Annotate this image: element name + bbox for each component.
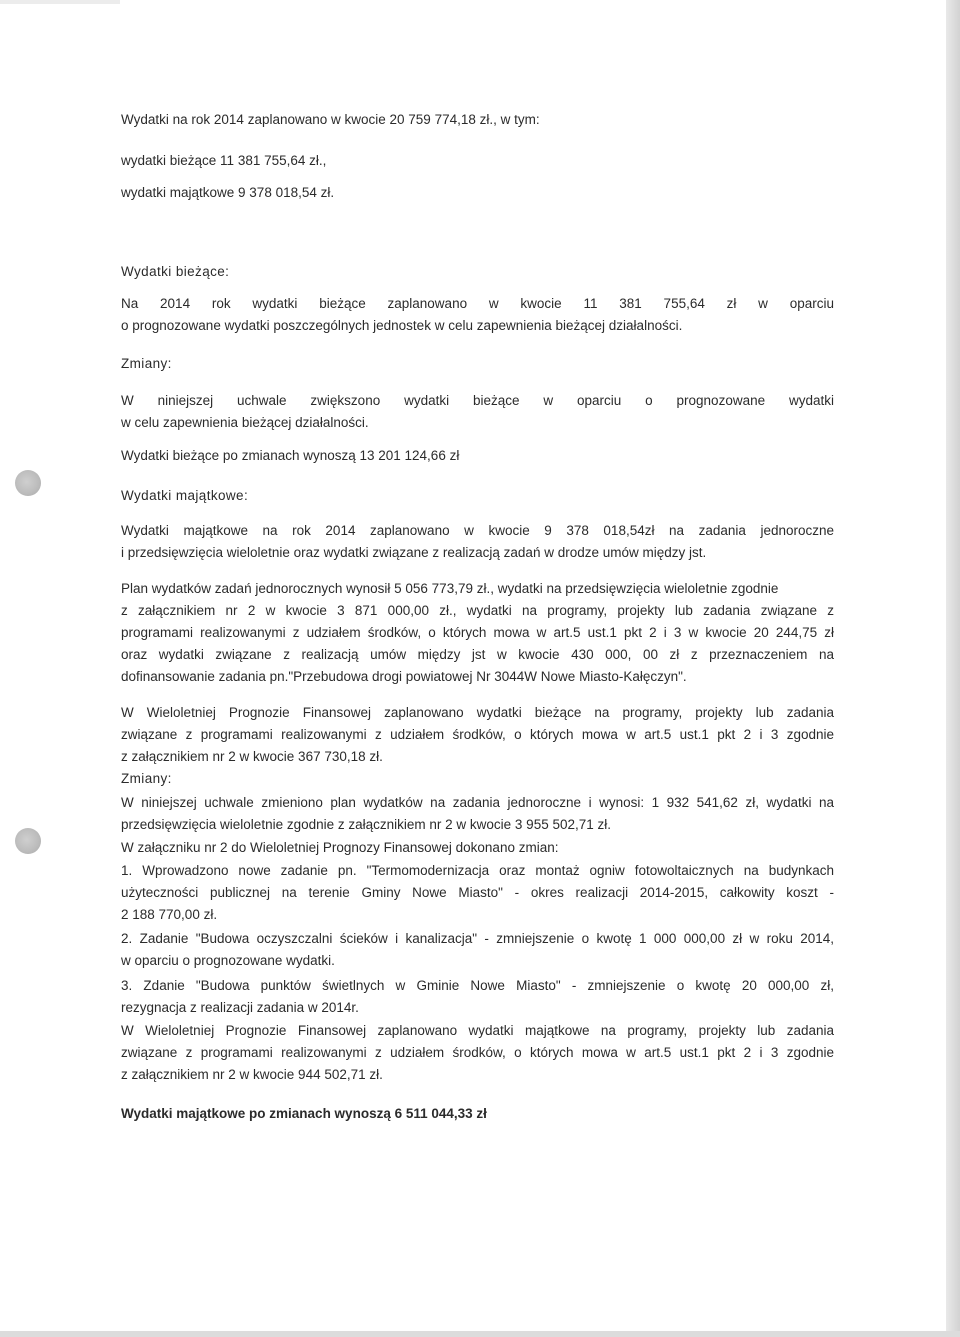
property-change-line: W niniejszej uchwale zmieniono plan wydatków na zadania jednoroczne i wynosi: 1 932 541,62 zł, wydatki na bbox=[121, 795, 834, 810]
property-change-line: W załączniku nr 2 do Wieloletniej Prognozy Finansowej dokonano zmian: bbox=[121, 840, 559, 855]
current-after-changes: Wydatki bieżące po zmianach wynoszą 13 201 124,66 zł bbox=[121, 448, 460, 463]
summary-property: wydatki majątkowe 9 378 018,54 zł. bbox=[121, 185, 335, 200]
current-heading: Wydatki bieżące: bbox=[121, 264, 230, 279]
wpf-current-line: związane z programami realizowanymi z udziałem środków, o których mowa w art.5 ust.1 pkt 2 i 3 zgodnie bbox=[121, 727, 834, 742]
change-item-line: 2 188 770,00 zł. bbox=[121, 907, 218, 922]
current-change-line: W niniejszej uchwale zwiększono wydatki bieżące w oparciu o prognozowane wydatki bbox=[121, 393, 834, 408]
scan-edge-top bbox=[0, 0, 120, 4]
current-change-line: w celu zapewnienia bieżącej działalności. bbox=[121, 415, 369, 430]
change-item-line: 1. Wprowadzono nowe zadanie pn. "Termomodernizacja oraz montaż ogniw fotowoltaicznych na budynkach bbox=[121, 863, 834, 878]
property-plan-detail-line: programami realizowanymi z udziałem środków, o których mowa w art.5 ust.1 pkt 2 i 3 w kwocie 20 244,75 zł bbox=[121, 625, 834, 640]
change-item-line: rezygnacja z realizacji zadania w 2014r. bbox=[121, 1000, 359, 1015]
scan-edge-bottom bbox=[0, 1331, 960, 1337]
current-changes-heading: Zmiany: bbox=[121, 356, 172, 371]
wpf-property-line: związane z programami realizowanymi z udziałem środków, o których mowa w art.5 ust.1 pkt 2 i 3 zgodnie bbox=[121, 1045, 834, 1060]
wpf-current-line: z załącznikiem nr 2 w kwocie 367 730,18 zł. bbox=[121, 749, 383, 764]
property-plan-detail-line: oraz wydatki związane z realizacją umów między jst w kwocie 430 000, 00 zł z przeznaczeniem na bbox=[121, 647, 834, 662]
property-plan-detail-line: dofinansowanie zadania pn."Przebudowa drogi powiatowej Nr 3044W Nowe Miasto-Kałęczyn". bbox=[121, 669, 687, 684]
property-heading: Wydatki majątkowe: bbox=[121, 488, 249, 503]
wpf-current-line: W Wieloletniej Prognozie Finansowej zaplanowano wydatki bieżące na programy, projekty lub zadania bbox=[121, 705, 834, 720]
change-item-line: 2. Zadanie "Budowa oczyszczalni ścieków i kanalizacja" - zmniejszenie o kwotę 1 000 000,00 zł w roku 2014, bbox=[121, 931, 834, 946]
change-item-line: 3. Zdanie "Budowa punktów świetlnych w Gminie Nowe Miasto" - zmniejszenie o kwotę 20 000,00 zł, bbox=[121, 978, 834, 993]
summary-total: Wydatki na rok 2014 zaplanowano w kwocie 20 759 774,18 zł., w tym: bbox=[121, 112, 540, 127]
scan-edge-right bbox=[946, 0, 960, 1337]
change-item-line: w oparciu o prognozowane wydatki. bbox=[121, 953, 335, 968]
summary-current: wydatki bieżące 11 381 755,64 zł., bbox=[121, 153, 327, 168]
current-plan-line: Na 2014 rok wydatki bieżące zaplanowano w kwocie 11 381 755,64 zł w oparciu bbox=[121, 296, 834, 311]
punch-hole bbox=[15, 470, 41, 496]
property-changes-heading: Zmiany: bbox=[121, 771, 172, 786]
property-plan-detail-line: z załącznikiem nr 2 w kwocie 3 871 000,00 zł., wydatki na programy, projekty lub zadania związane z bbox=[121, 603, 834, 618]
punch-hole bbox=[15, 828, 41, 854]
wpf-property-line: z załącznikiem nr 2 w kwocie 944 502,71 zł. bbox=[121, 1067, 383, 1082]
property-after-changes: Wydatki majątkowe po zmianach wynoszą 6 511 044,33 zł bbox=[121, 1106, 487, 1121]
property-plan-line: i przedsięwzięcia wieloletnie oraz wydatki związane z realizacją zadań w drodze umów między jst. bbox=[121, 545, 707, 560]
wpf-property-line: W Wieloletniej Prognozie Finansowej zaplanowano wydatki majątkowe na programy, projekty lub zadania bbox=[121, 1023, 834, 1038]
change-item-line: użyteczności publicznej na terenie Gminy Nowe Miasto" - okres realizacji 2014-2015, całkowity koszt - bbox=[121, 885, 834, 900]
current-plan-line: o prognozowane wydatki poszczególnych jednostek w celu zapewnienia bieżącej działalności. bbox=[121, 318, 683, 333]
property-plan-detail-line: Plan wydatków zadań jednorocznych wynosił 5 056 773,79 zł., wydatki na przedsięwzięcia wieloletnie zgodnie bbox=[121, 581, 779, 596]
property-plan-line: Wydatki majątkowe na rok 2014 zaplanowano w kwocie 9 378 018,54zł na zadania jednoroczne bbox=[121, 523, 834, 538]
property-change-line: przedsięwzięcia wieloletnie zgodnie z załącznikiem nr 2 w kwocie 3 955 502,71 zł. bbox=[121, 817, 612, 832]
